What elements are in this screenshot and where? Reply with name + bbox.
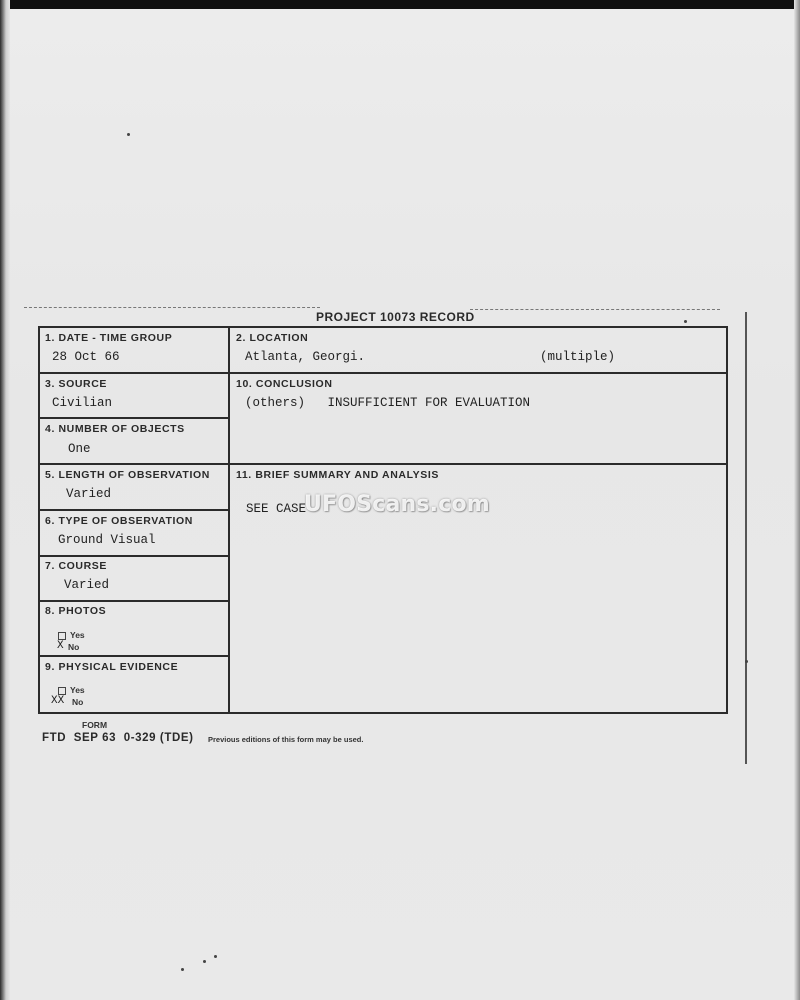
form-title: PROJECT 10073 RECORD (316, 310, 475, 324)
conclusion-value: (others) INSUFFICIENT FOR EVALUATION (245, 396, 531, 410)
type-of-observation-value: Ground Visual (58, 533, 156, 547)
length-of-observation-label: 5. LENGTH OF OBSERVATION (45, 469, 210, 481)
scan-right-edge (794, 0, 800, 1000)
location-label: 2. LOCATION (236, 332, 309, 344)
row-divider (40, 600, 228, 602)
source-value: Civilian (52, 396, 113, 410)
summary-value: SEE CASE (246, 502, 307, 516)
perforation-line-right (470, 309, 720, 310)
scan-speck (203, 960, 206, 963)
scan-speck (214, 955, 217, 958)
scan-speck (127, 133, 130, 136)
record-form (38, 326, 728, 714)
source-label: 3. SOURCE (45, 378, 107, 390)
checkbox-icon (58, 632, 66, 640)
scan-left-edge (0, 0, 10, 1000)
row-divider (40, 463, 726, 465)
watermark: UFOScans.com (304, 492, 490, 517)
location-value: Atlanta, Georgi. (245, 350, 366, 364)
physical-evidence-no-label: No (72, 697, 84, 707)
date-time-group-label: 1. DATE - TIME GROUP (45, 332, 173, 344)
physical-evidence-no-mark: XX (51, 695, 65, 707)
date-time-group-value: 28 Oct 66 (52, 350, 120, 364)
row-divider (40, 555, 228, 557)
scan-speck (684, 320, 687, 323)
photos-no-mark: X (57, 640, 64, 652)
physical-evidence-no-option (72, 697, 83, 707)
row-divider (40, 655, 228, 657)
summary-label: 11. BRIEF SUMMARY AND ANALYSIS (236, 469, 439, 481)
photos-yes-label: Yes (70, 630, 85, 640)
length-of-observation-value: Varied (66, 487, 112, 501)
row-divider (40, 372, 726, 374)
photos-no-label: No (68, 642, 80, 652)
column-divider (228, 328, 230, 712)
footer-form-code: FTD SEP 63 0-329 (TDE) (42, 732, 194, 744)
scan-speck (745, 660, 748, 663)
margin-rule (745, 312, 747, 764)
footer-note: Previous editions of this form may be used. (208, 735, 364, 744)
row-divider (40, 417, 228, 419)
scan-top-edge (0, 0, 800, 9)
checkbox-icon (58, 687, 66, 695)
physical-evidence-label: 9. PHYSICAL EVIDENCE (45, 661, 179, 673)
photos-no-option (68, 642, 79, 652)
physical-evidence-yes-option (58, 685, 85, 695)
scan-speck (181, 968, 184, 971)
photos-label: 8. PHOTOS (45, 605, 107, 617)
perforation-line-left (24, 307, 320, 308)
footer-form-word: FORM (82, 720, 108, 730)
conclusion-label: 10. CONCLUSION (236, 378, 333, 390)
row-divider (40, 509, 228, 511)
photos-yes-option (58, 630, 85, 640)
course-value: Varied (64, 578, 110, 592)
course-label: 7. COURSE (45, 560, 107, 572)
number-of-objects-value: One (68, 442, 91, 456)
number-of-objects-label: 4. NUMBER OF OBJECTS (45, 423, 185, 435)
type-of-observation-label: 6. TYPE OF OBSERVATION (45, 515, 193, 527)
location-note: (multiple) (540, 350, 616, 364)
physical-evidence-yes-label: Yes (70, 685, 85, 695)
